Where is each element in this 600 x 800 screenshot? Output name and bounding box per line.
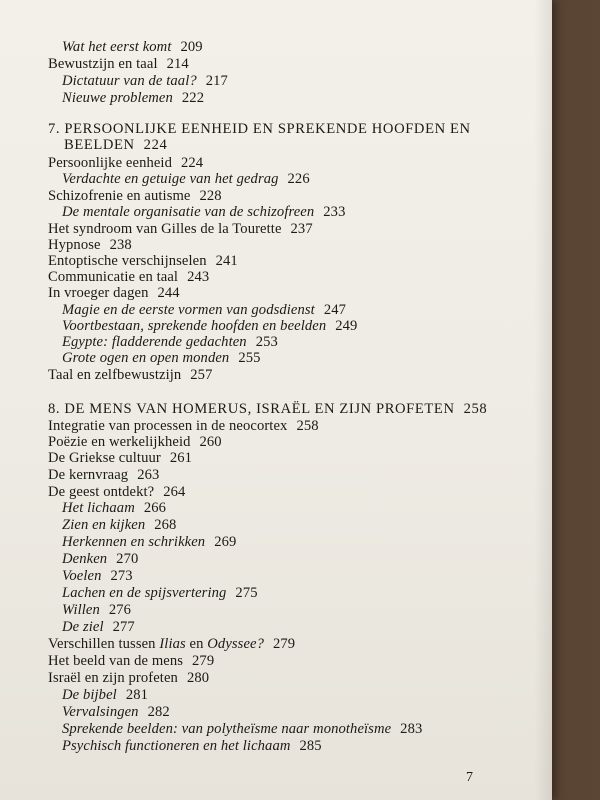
toc-entry-title: Hypnose [48,237,101,253]
toc-entry-page: 283 [400,721,423,737]
toc-entry-page: 243 [187,269,210,285]
toc-entry-title: Psychisch functioneren en het lichaam [62,738,291,754]
toc-entry-title: en [185,636,208,652]
toc-entry [62,500,166,516]
toc-entry-title: Dictatuur van de taal? [62,73,197,89]
toc-entry-page: 228 [199,188,222,204]
toc-entry-page: 255 [238,350,261,366]
toc-entry-title: Entoptische verschijnselen [48,253,207,269]
toc-entry [62,534,236,550]
toc-entry-page: 280 [186,670,210,686]
chapter-heading [48,401,487,417]
page-number: 7 [466,770,473,785]
toc-entry [48,269,209,285]
toc-entry [48,155,203,171]
toc-entry-page: 241 [215,253,238,269]
toc-entry-page: 209 [180,39,203,55]
toc-entry-title: Lachen en de spijsvertering [62,585,227,601]
toc-entry-page: 270 [116,551,139,567]
toc-entry [62,73,228,89]
toc-entry-title: Poëzie en werkelijkheid [48,434,191,450]
toc-entry [62,350,261,366]
chapter-title: 8. DE MENS VAN HOMERUS, ISRAËL EN ZIJN PROFETEN [48,401,455,417]
toc-entry-page: 263 [137,467,160,483]
toc-entry-title: Verschillen tussen [48,636,160,652]
toc-entry [48,237,132,253]
toc-entry-title: Integratie van processen in de neocortex [48,418,288,434]
toc-entry-page: 269 [214,534,237,550]
toc-entry [48,653,214,669]
toc-entry-title: Herkennen en schrikken [62,534,206,550]
toc-entry-title: De ziel [62,619,104,635]
toc-entry [48,188,222,204]
toc-entry-page: 273 [110,568,133,584]
toc-entry-page: 279 [273,636,296,652]
toc-entry-title: Het syndroom van Gilles de la Tourette [48,221,282,237]
toc-entry-page: 261 [169,450,193,466]
toc-entry-title: In vroeger dagen [48,285,149,301]
toc-entry-title: Communicatie en taal [48,269,179,285]
toc-entry-page: 260 [199,434,222,450]
toc-entry-page: 275 [235,585,258,601]
toc-entry [48,450,192,466]
toc-entry-title: Vervalsingen [62,704,139,720]
toc-entry-page: 257 [190,367,213,383]
toc-entry-title: Grote ogen en open monden [62,350,230,366]
toc-entry [48,670,209,686]
toc-entry-page: 233 [323,204,346,220]
toc-entry-page: 247 [323,302,347,318]
toc-entry-title: Voortbestaan, sprekende hoofden en beelden [62,318,327,334]
toc-entry-title: Sprekende beelden: van polytheïsme naar monotheïsme [62,721,392,737]
toc-entry [62,568,133,584]
toc-entry-page: 249 [335,318,358,334]
chapter-title: 7. PERSOONLIJKE EENHEID EN SPREKENDE HOOFDEN EN [48,121,471,137]
toc-entry [62,619,135,635]
toc-entry-title: Zien en kijken [62,517,146,533]
toc-entry-page: 214 [166,56,189,72]
toc-entry-page: 268 [154,517,177,533]
toc-entry-title: Israël en zijn profeten [48,670,178,686]
toc-entry-title: Wat het eerst komt [62,39,172,55]
toc-entry [62,517,176,533]
toc-entry [62,171,310,187]
toc-entry-title-italic: Ilias [159,636,186,652]
toc-entry-page: 238 [109,237,132,253]
toc-entry-title: Denken [62,551,108,567]
toc-entry [62,585,258,601]
toc-entry [62,334,278,350]
chapter-page: 258 [463,401,488,417]
toc-entry [62,39,203,55]
toc-entry-page: 276 [108,602,132,618]
toc-entry-page: 282 [147,704,170,720]
chapter-title: BEELDEN [64,137,135,153]
toc-entry [48,418,319,434]
toc-entry-title: De mentale organisatie van de schizofreen [62,204,315,220]
toc-entry [62,721,422,737]
toc-entry-title: Magie en de eerste vormen van godsdienst [62,302,315,318]
toc-entry [62,302,346,318]
toc-entry [48,367,212,383]
toc-entry-title: Egypte: fladderende gedachten [62,334,247,350]
toc-entry-title: Bewustzijn en taal [48,56,158,72]
toc-entry-page: 281 [125,687,149,703]
toc-entry [48,484,185,500]
toc-entry [62,687,148,703]
toc-entry [48,221,313,237]
toc-entry-page: 226 [287,171,310,187]
toc-entry-title: Verdachte en getuige van het gedrag [62,171,279,187]
toc-entry-page: 222 [181,90,205,106]
toc-entry-title: Willen [62,602,100,618]
toc-entry-page: 253 [255,334,278,350]
toc-entry-title: De geest ontdekt? [48,484,155,500]
toc-entry-page: 258 [296,418,319,434]
toc-entry-title: Taal en zelfbewustzijn [48,367,182,383]
chapter-page: 224 [143,137,168,153]
toc-entry-page: 237 [290,221,313,237]
toc-entry [48,467,159,483]
toc-entry-title: Voelen [62,568,102,584]
toc-entry [48,434,222,450]
toc-entry [62,738,322,754]
toc-entry [48,253,238,269]
toc-entry [62,551,138,567]
toc-entry [62,90,204,106]
chapter-heading-continued [64,137,167,153]
toc-entry-title: De bijbel [62,687,117,703]
toc-entry [48,56,189,72]
toc-entry-page: 224 [181,155,204,171]
toc-entry-page: 279 [192,653,215,669]
toc-entry-page: 285 [299,738,322,754]
toc-entry [48,636,295,652]
toc-entry-page: 277 [112,619,135,635]
toc-entry [62,704,170,720]
toc-entry [62,318,357,334]
toc-entry-page: 244 [157,285,180,301]
toc-entry [48,285,180,301]
toc-entry-title: Het beeld van de mens [48,653,184,669]
toc-entry-title: Persoonlijke eenheid [48,155,172,171]
toc-entry [62,204,345,220]
toc-entry-title: De kernvraag [48,467,129,483]
toc-entry-page: 266 [143,500,167,516]
toc-entry-page: 264 [163,484,186,500]
toc-entry-title: Het lichaam [62,500,135,516]
toc-entry [62,602,131,618]
toc-entry-title: Nieuwe problemen [62,90,173,106]
toc-entry-title-italic: Odyssee? [207,636,265,652]
toc-entry-title: Schizofrenie en autisme [48,188,191,204]
toc-entry-title: De Griekse cultuur [48,450,161,466]
toc-entry-page: 217 [205,73,228,89]
chapter-heading [48,121,471,137]
